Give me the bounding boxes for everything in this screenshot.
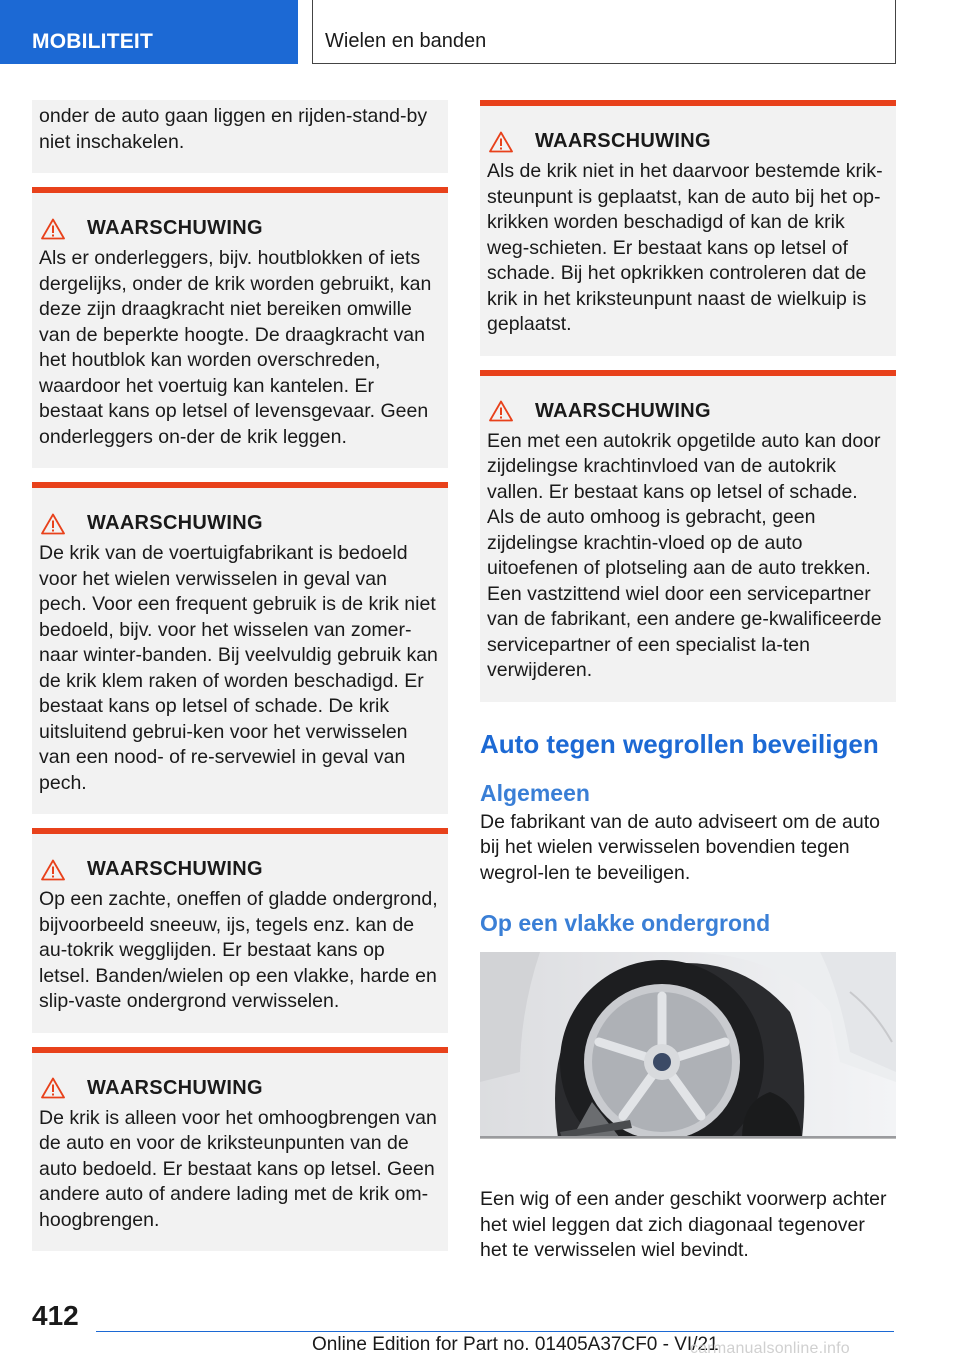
warning-text: Op een zachte, oneffen of gladde ondergrond, bijvoorbeeld sneeuw, ijs, tegels enz. kan de au-tokrik wegglijden. Er bestaat kans op letsel. Banden/wielen op een vlakke, harde en slip-vaste ondergrond verwisselen. — [39, 888, 438, 1012]
car-wheel-image — [480, 952, 896, 1138]
warning-header — [39, 512, 438, 535]
warning-triangle-icon — [41, 859, 65, 881]
wheel-chock-illustration — [480, 952, 896, 1139]
warning-triangle-icon — [489, 131, 513, 153]
warning-header — [487, 130, 886, 153]
warning-triangle-icon — [41, 1077, 65, 1099]
subheading-flat-ground: Op een vlakke ondergrond — [480, 910, 771, 936]
warning-title: WAARSCHUWING — [87, 858, 263, 880]
page-number: 412 — [32, 1300, 79, 1331]
right-column — [480, 100, 896, 1264]
section-title: MOBILITEIT — [32, 30, 153, 53]
figure-caption: Een wig of een ander geschikt voorwerp achter het wiel leggen dat zich diagonaal tegenover het te verwisselen wiel bevindt. — [480, 1188, 887, 1261]
left-column — [32, 100, 448, 1251]
warning-title: WAARSCHUWING — [87, 217, 263, 239]
warning-header — [39, 858, 438, 881]
section-heading: Auto tegen wegrollen beveiligen — [480, 728, 879, 759]
warning-box — [32, 482, 448, 814]
warning-box — [32, 1047, 448, 1252]
warning-triangle-icon — [489, 400, 513, 422]
warning-header — [487, 400, 886, 423]
warning-triangle-icon — [41, 513, 65, 535]
warning-box — [480, 100, 896, 356]
warning-header — [39, 217, 438, 240]
footer-divider — [96, 1331, 894, 1332]
general-text: De fabrikant van de auto adviseert om de auto bij het wielen verwisselen bovendien tegen wegrol-len te beveiligen. — [480, 810, 880, 884]
warning-text: Als de krik niet in het daarvoor bestemde krik-steunpunt is geplaatst, kan de auto bij het op-krikken worden beschadigd of kan de krik weg-schieten. Er bestaat kans op letsel of schade. Bij het opkrikken controleren dat de krik in het kriksteunpunt naast de wielkuip is geplaatst. — [487, 160, 883, 335]
warning-box — [32, 828, 448, 1033]
chapter-header — [312, 0, 896, 64]
warning-header — [39, 1077, 438, 1100]
warning-text: Een met een autokrik opgetilde auto kan door zijdelingse krachtinvloed van de autokrik vallen. Er bestaat kans op letsel of schade. Als de auto omhoog is gebracht, geen zijdelingse krachtin-vloed op de auto uitoefenen of plotseling aan de auto trekken. Een vastzittend wiel door een servicepartner van de fabrikant, een andere ge-kwalificeerde servicepartner of een specialist la-ten verwijderen. — [487, 429, 882, 681]
warning-box — [480, 370, 896, 702]
edition-text: Online Edition for Part no. 01405A37CF0 - VI/21 — [312, 1334, 719, 1355]
continuation-text: onder de auto gaan liggen en rijden-stand-by niet inschakelen. — [39, 105, 428, 153]
warning-title: WAARSCHUWING — [535, 130, 711, 152]
warning-text: Als er onderleggers, bijv. houtblokken of iets dergelijks, onder de krik worden gebruikt, kan deze zijn draagkracht niet bereiken omwille van de beperkte hoogte. De draagkracht van het houtblok kan worden overschreden, waardoor het voertuig kan kantelen. Er bestaat kans op letsel of levensgevaar. Geen onderleggers on-der de krik leggen. — [39, 247, 432, 448]
warning-text: De krik van de voertuigfabrikant is bedoeld voor het wielen verwisselen in geval van pech. Voor een frequent gebruik is de krik niet bedoeld, bijv. voor het wisselen van zomer- naar winter-banden. Bij veelvuldig gebruik kan de krik klem raken of worden beschadigd. Er bestaat kans op letsel of schade. De krik uitsluitend gebrui-ken voor het verwisselen van een nood- of re-servewiel in geval van pech. — [39, 542, 438, 794]
watermark-text: carmanualsonline.info — [690, 1340, 850, 1357]
continuation-box — [32, 100, 448, 173]
warning-triangle-icon — [41, 218, 65, 240]
warning-title: WAARSCHUWING — [87, 1076, 263, 1099]
warning-title: WAARSCHUWING — [87, 512, 263, 534]
warning-box — [32, 187, 448, 468]
warning-title: WAARSCHUWING — [535, 399, 711, 422]
section-tab — [0, 0, 298, 64]
warning-text: De krik is alleen voor het omhoogbrengen van de auto en voor de kriksteunpunten van de auto bedoeld. Er bestaat kans op letsel. Geen andere auto of andere lading met de krik om-hoogbrengen. — [39, 1106, 437, 1231]
chapter-title: Wielen en banden — [325, 30, 487, 52]
subheading-general: Algemeen — [480, 779, 590, 806]
